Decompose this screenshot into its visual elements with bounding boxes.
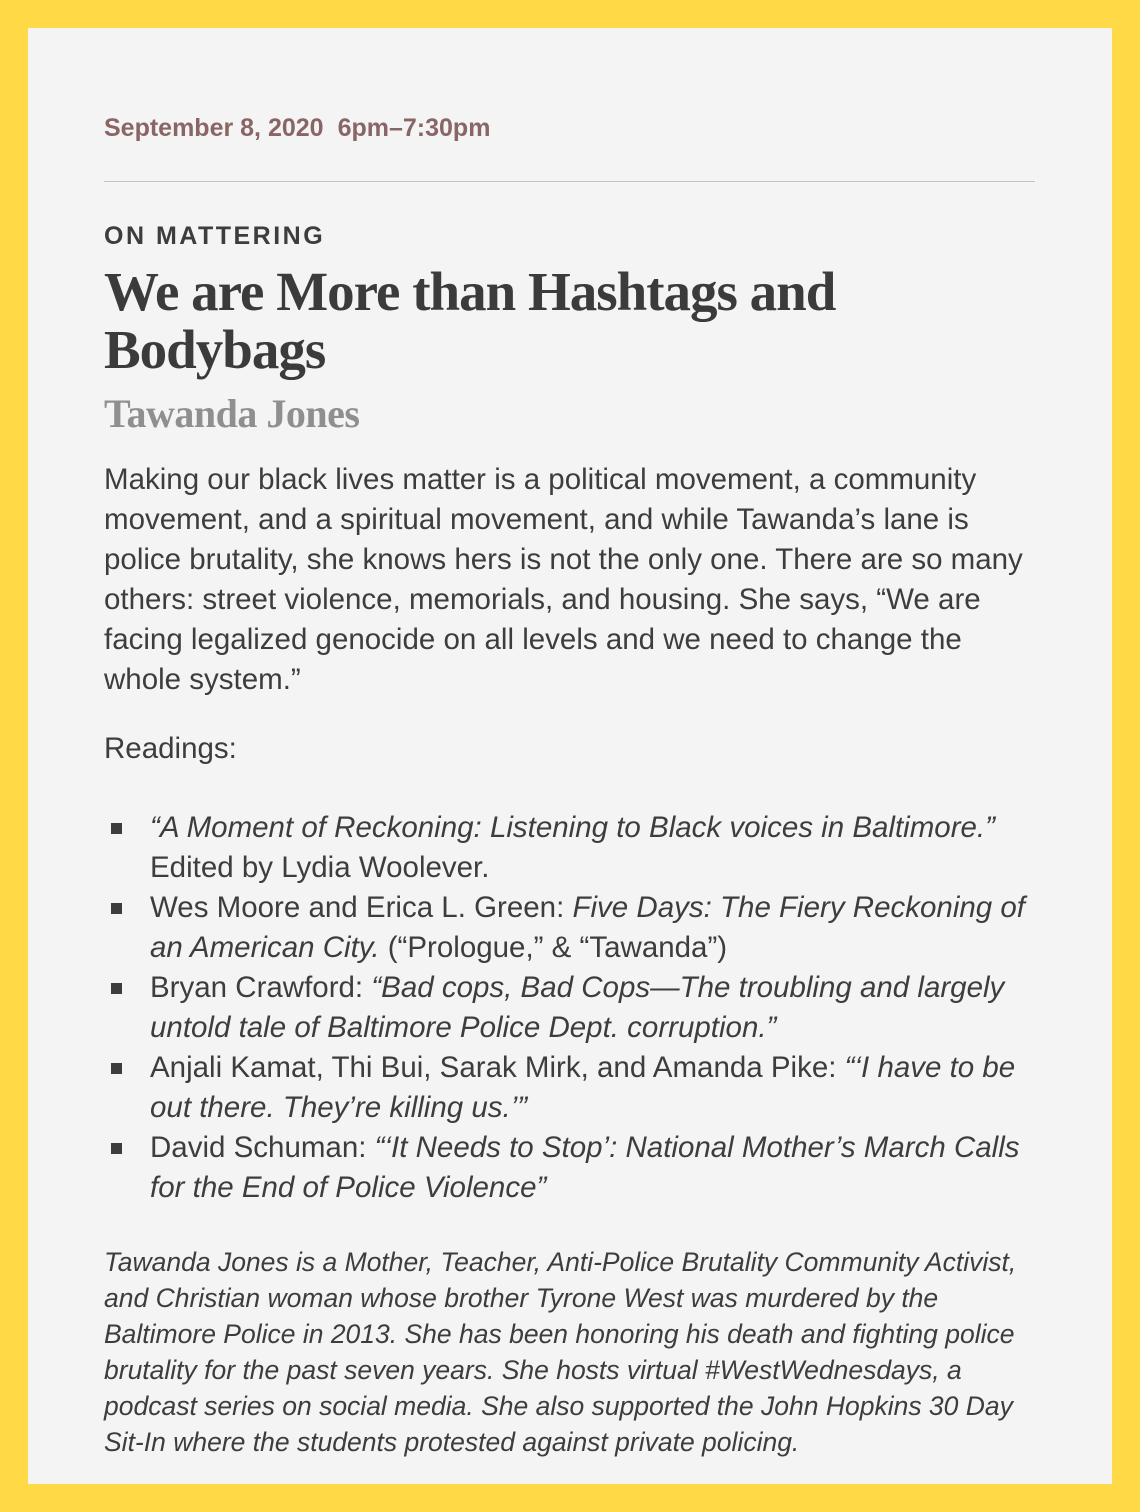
author-name: Tawanda Jones [104,391,360,436]
bullet-square-icon [111,823,122,834]
readings-heading: Readings: [104,732,237,765]
reading-tail: Edited by Lydia Woolever. [150,851,490,884]
reading-lead: Wes Moore and Erica L. Green: [150,891,573,924]
event-date: September 8, 2020 [104,114,324,142]
reading-lead: Anjali Kamat, Thi Bui, Sarak Mirk, and Amanda Pike: [150,1051,845,1084]
page-title: We are More than Hashtags and Bodybags [104,261,836,380]
reading-lead: David Schuman: [150,1131,375,1164]
reading-tail: (“Prologue,” & “Tawanda”) [379,931,728,964]
bullet-square-icon [111,903,122,914]
event-card [28,28,1112,1484]
reading-work-title: “Bad cops, Bad Cops—The troubling and largely untold tale of Baltimore Police Dept. corruption.” [150,971,1005,1044]
event-datetime [104,114,490,143]
author-bio: Tawanda Jones is a Mother, Teacher, Anti-Police Brutality Community Activist, and Christian woman whose brother Tyrone West was murdered by the Baltimore Police in 2013. She has been honoring his death and fighting police brutality for the past seven years. She hosts virtual #WestWednesdays, a podcast series on social media. She also supported the John Hopkins 30 Day Sit-In where the students protested against private policing. [104,1247,1017,1457]
intro-paragraph: Making our black lives matter is a political movement, a community movement, and a spiritual movement, and while Tawanda’s lane is police brutality, she knows hers is not the only one. There are so many others: street violence, memorials, and housing. She says, “We are facing legalized genocide on all levels and we need to change the whole system.” [104,463,1023,696]
series-label: ON MATTERING [104,222,326,250]
reading-work-title: “‘It Needs to Stop’: National Mother’s March Calls for the End of Police Violence” [150,1131,1020,1204]
event-time: 6pm–7:30pm [337,114,491,142]
reading-work-title: “A Moment of Reckoning: Listening to Black voices in Baltimore.” [150,811,995,844]
list-item [104,968,1034,1048]
list-item [104,1128,1034,1208]
reading-lead: Bryan Crawford: [150,971,372,1004]
reading-work-title: Five Days: The Fiery Reckoning of an American City. [150,891,1025,964]
bullet-square-icon [111,1063,122,1074]
divider [104,181,1035,182]
list-item [104,1048,1034,1128]
bullet-square-icon [111,983,122,994]
readings-list [104,808,1034,1208]
list-item [104,888,1034,968]
list-item [104,808,1034,888]
bullet-square-icon [111,1143,122,1154]
reading-work-title: “‘I have to be out there. They’re killing us.’” [150,1051,1016,1124]
